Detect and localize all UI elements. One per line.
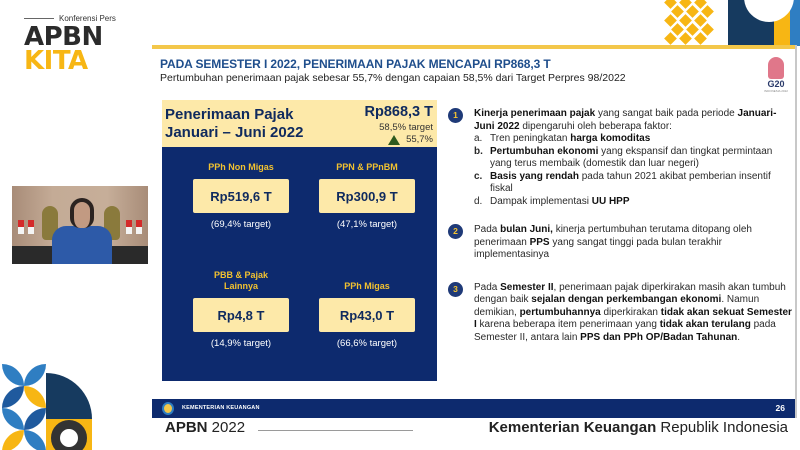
summary-title-line1: Penerimaan Pajak — [165, 106, 294, 123]
component-target: (66,6% target) — [336, 338, 398, 349]
footer-apbn: APBN — [165, 419, 208, 436]
sub-text: Pertumbuhan ekonomi yang ekspansif dan tingkat permintaan yang terus membaik (domestik dan luar negeri) — [490, 145, 773, 169]
sub-list — [474, 133, 793, 208]
footer-year: 2022 — [207, 419, 246, 436]
kemenkeu-emblem-icon — [162, 402, 174, 415]
decorative-pattern-top-right — [660, 0, 800, 46]
apbn-kita-logo — [24, 14, 144, 76]
sub-marker: b. — [474, 145, 483, 157]
tax-components-panel — [162, 147, 437, 381]
component-pbb-lainnya — [186, 270, 296, 349]
footer-apbn-year — [165, 419, 245, 436]
summary-growth — [388, 134, 433, 145]
component-amount: Rp43,0 T — [319, 298, 415, 332]
g20-logo — [762, 57, 790, 93]
summary-growth-value: 55,7% — [406, 134, 433, 145]
slide-subtitle: Pertumbuhan penerimaan pajak sebesar 55,7% dengan capaian 58,5% dari Target Perpres 98/2022 — [160, 72, 626, 84]
footer-ministry — [489, 419, 788, 436]
summary-title-line2: Januari – Juni 2022 — [165, 124, 304, 141]
component-label: PPh Migas — [344, 281, 390, 291]
footer-divider — [258, 430, 413, 431]
sub-marker: d. — [474, 195, 483, 207]
speaker-video-feed — [12, 186, 148, 264]
footer-ministry-name: Kementerian Keuangan — [488, 419, 657, 436]
point-1 — [448, 108, 793, 208]
footer-country: Republik Indonesia — [656, 419, 788, 436]
decorative-pattern-bottom-left — [0, 356, 92, 450]
page-number: 26 — [775, 403, 785, 413]
point-text: Pada bulan Juni, kinerja pertumbuhan terutama ditopang oleh penerimaan PPS yang sangat tinggi pada bulan terakhir implementasinya — [474, 224, 752, 260]
component-label: PBB & Pajak Lainnya — [213, 270, 269, 291]
sub-marker: c. — [474, 170, 483, 182]
number-badge: 1 — [448, 108, 463, 123]
sub-text: Tren peningkatan harga komoditas — [490, 133, 651, 144]
slide-title: PADA SEMESTER I 2022, PENERIMAAN PAJAK MENCAPAI RP868,3 T — [160, 57, 551, 71]
sub-item-a — [474, 133, 793, 146]
sub-text: Basis yang rendah pada tahun 2021 akibat pemberian insentif fiskal — [490, 170, 771, 194]
slide-top-accent — [152, 45, 795, 49]
sub-item-c — [474, 171, 793, 196]
sub-text: Dampak implementasi UU HPP — [490, 195, 630, 207]
summary-title — [165, 106, 303, 142]
component-target: (47,1% target) — [336, 219, 398, 230]
point-3 — [448, 282, 793, 345]
press-label-text: Konferensi Pers — [59, 14, 116, 23]
point-2 — [448, 224, 793, 262]
summary-amount: Rp868,3 T — [364, 104, 433, 120]
sub-marker: a. — [474, 133, 483, 144]
g20-text: G20 — [767, 79, 785, 89]
g20-emblem-icon — [768, 57, 784, 79]
key-points — [448, 108, 793, 344]
component-label: PPh Non Migas — [208, 162, 274, 172]
component-amount: Rp519,6 T — [193, 179, 289, 213]
component-ppn-ppnbm — [312, 162, 422, 230]
component-target: (14,9% target) — [210, 338, 272, 349]
summary-header — [162, 100, 437, 147]
footer-org: KEMENTERIAN KEUANGAN — [182, 405, 260, 411]
triangle-up-icon — [388, 135, 400, 145]
point-text: Kinerja penerimaan pajak yang sangat baik pada periode Januari-Juni 2022 dipengaruhi oleh beberapa faktor: — [474, 108, 777, 132]
component-amount: Rp4,8 T — [193, 298, 289, 332]
component-label: PPN & PPnBM — [336, 162, 398, 172]
logo-kita-text: KITA — [24, 46, 88, 76]
component-target: (69,4% target) — [210, 219, 272, 230]
number-badge: 2 — [448, 224, 463, 239]
summary-target: 58,5% target — [379, 122, 433, 133]
component-pph-migas — [312, 281, 422, 349]
component-pph-non-migas — [186, 162, 296, 230]
slide-footer — [152, 399, 795, 418]
logo-apbn-text: APBN — [24, 22, 103, 52]
sub-item-d — [474, 196, 793, 209]
presentation-slide — [152, 45, 797, 418]
component-amount: Rp300,9 T — [319, 179, 415, 213]
sub-item-b — [474, 146, 793, 171]
g20-subtext: INDONESIA 2022 — [764, 89, 788, 93]
point-text: Pada Semester II, penerimaan pajak diperkirakan masih akan tumbuh dengan baik sejalan dengan perkembangan ekonomi. Namun demikian, pertumbuhannya diperkirakan tidak akan sekuat Semester I karena beberapa item penerimaan yang tidak akan terulang pada Semester II, antara lain PPS dan PPh OP/Badan Tahunan. — [474, 281, 792, 343]
number-badge: 3 — [448, 282, 463, 297]
